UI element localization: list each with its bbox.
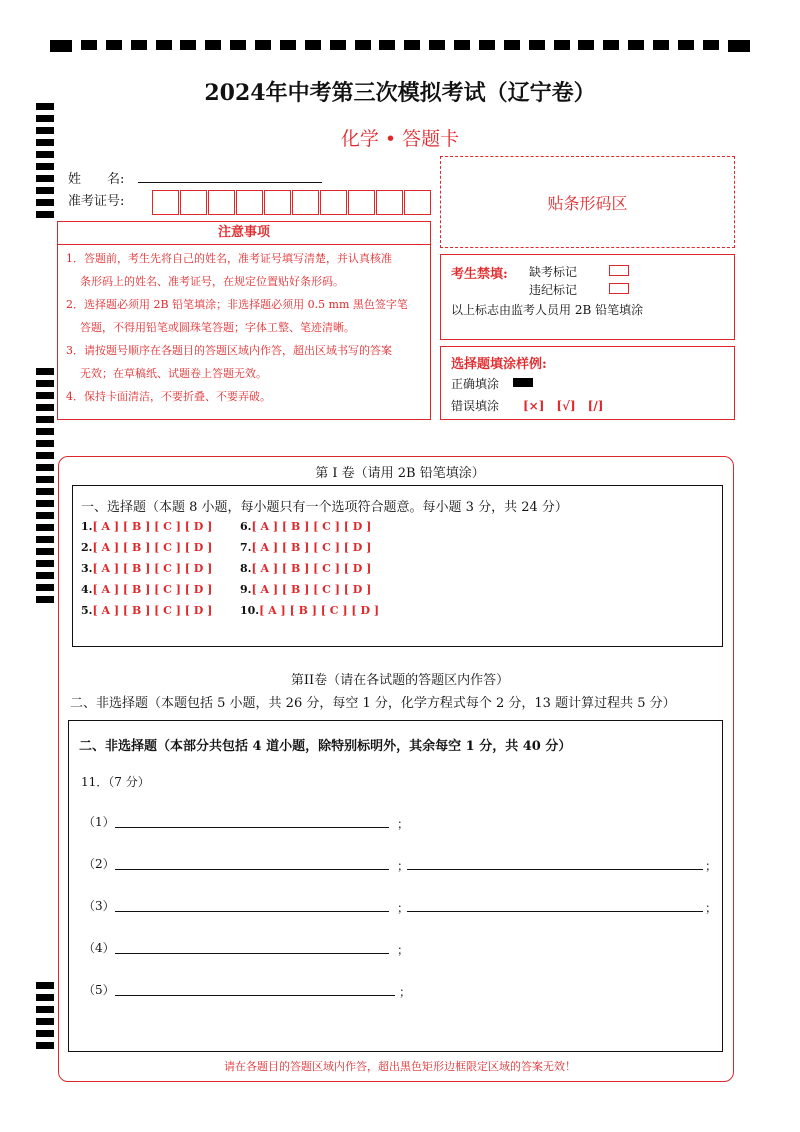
wrong-fill-marks: [×] [√] [/] bbox=[523, 399, 604, 413]
forbidden-note: 以上标志由监考人员用 2B 铅笔填涂 bbox=[451, 303, 644, 317]
absent-label: 缺考标记 bbox=[529, 265, 578, 279]
violation-label: 违纪标记 bbox=[529, 283, 578, 297]
choice-row[interactable]: 8.[ A ] [ B ] [ C ] [ D ] bbox=[240, 562, 372, 575]
choice-row[interactable]: 3.[ A ] [ B ] [ C ] [ D ] bbox=[81, 562, 213, 575]
correct-fill-label: 正确填涂 bbox=[451, 377, 500, 391]
notice-item: 3．请按题号顺序在各题目的答题区域内作答，超出区域书写的答案 bbox=[66, 344, 392, 357]
timing-marks-side-3 bbox=[36, 982, 54, 1054]
answer-line[interactable] bbox=[115, 827, 389, 828]
footer-warning: 请在各题目的答题区域内作答，超出黑色矩形边框限定区域的答案无效！ bbox=[224, 1060, 576, 1073]
choice-column-left bbox=[81, 520, 221, 625]
choice-row[interactable]: 2.[ A ] [ B ] [ C ] [ D ] bbox=[81, 541, 213, 554]
timing-marks-side-1 bbox=[36, 103, 54, 223]
name-label: 姓 名: bbox=[68, 172, 125, 187]
section2-heading: 二、非选择题（本题包括 5 小题，共 26 分，每空 1 分，化学方程式每个 2 分，13 题计算过程共 5 分） bbox=[70, 696, 676, 711]
notice-item: 4．保持卡面清洁，不要折叠、不要弄破。 bbox=[66, 390, 271, 403]
choice-row[interactable]: 5.[ A ] [ B ] [ C ] [ D ] bbox=[81, 604, 213, 617]
open-question-box bbox=[68, 720, 723, 1052]
choice-row[interactable]: 1.[ A ] [ B ] [ C ] [ D ] bbox=[81, 520, 213, 533]
timing-marks-top bbox=[50, 40, 750, 52]
notice-item: 2．选择题必须用 2B 铅笔填涂；非选择题必须用 0.5 mm 黑色签字笔 bbox=[66, 298, 408, 311]
violation-mark-box[interactable] bbox=[609, 283, 629, 294]
answer-line[interactable] bbox=[115, 869, 389, 870]
choice-row[interactable]: 9.[ A ] [ B ] [ C ] [ D ] bbox=[240, 583, 372, 596]
timing-marks-side-2 bbox=[36, 368, 54, 608]
separator: ； bbox=[397, 901, 410, 915]
part-label: （4） bbox=[83, 941, 115, 955]
wrong-fill-label: 错误填涂 bbox=[451, 399, 500, 413]
separator: ； bbox=[397, 943, 410, 957]
name-field[interactable] bbox=[138, 182, 322, 183]
choice-column-right bbox=[240, 520, 390, 625]
part-label: （1） bbox=[83, 815, 115, 829]
answer-line[interactable] bbox=[407, 911, 703, 912]
forbidden-box bbox=[440, 254, 735, 340]
id-number-boxes[interactable] bbox=[152, 190, 432, 215]
choice-row[interactable]: 7.[ A ] [ B ] [ C ] [ D ] bbox=[240, 541, 372, 554]
notice-box bbox=[57, 221, 431, 420]
barcode-area: 贴条形码区 bbox=[440, 156, 735, 248]
notice-heading: 注意事项 bbox=[58, 222, 430, 245]
separator: ； bbox=[705, 859, 718, 873]
separator: ； bbox=[397, 859, 410, 873]
answer-line[interactable] bbox=[407, 869, 703, 870]
separator: ； bbox=[399, 985, 412, 999]
notice-item: 1．答题前，考生先将自己的姓名，准考证号填写清楚，并认真核准 bbox=[66, 252, 392, 265]
part-label: （3） bbox=[83, 899, 115, 913]
multiple-choice-box bbox=[72, 485, 723, 647]
section2-title: 第II卷（请在各试题的答题区内作答） bbox=[290, 673, 510, 688]
part-label: （2） bbox=[83, 857, 115, 871]
fill-example-box bbox=[440, 346, 735, 420]
question-11-label: 11．（7 分） bbox=[81, 775, 150, 789]
absent-mark-box[interactable] bbox=[609, 265, 629, 276]
notice-item: 答题，不得用铅笔或圆珠笔答题；字体工整、笔迹清晰。 bbox=[80, 321, 355, 334]
page-title: 2024年中考第三次模拟考试（辽宁卷） bbox=[204, 80, 596, 106]
section1-title: 第 I 卷（请用 2B 铅笔填涂） bbox=[315, 466, 485, 481]
open-question-heading: 二、非选择题（本部分共包括 4 道小题，除特别标明外，其余每空 1 分，共 40 分） bbox=[79, 739, 572, 754]
page-subtitle: 化学 • 答题卡 bbox=[340, 128, 460, 150]
id-label: 准考证号: bbox=[68, 194, 125, 209]
choice-row[interactable]: 4.[ A ] [ B ] [ C ] [ D ] bbox=[81, 583, 213, 596]
notice-item: 条形码上的姓名、准考证号，在规定位置贴好条形码。 bbox=[80, 275, 344, 288]
answer-line[interactable] bbox=[115, 911, 389, 912]
multiple-choice-heading: 一、选择题（本题 8 小题，每小题只有一个选项符合题意。每小题 3 分，共 24 分） bbox=[81, 500, 568, 515]
choice-row[interactable]: 10.[ A ] [ B ] [ C ] [ D ] bbox=[240, 604, 380, 617]
answer-line[interactable] bbox=[115, 953, 389, 954]
separator: ； bbox=[705, 901, 718, 915]
forbidden-label: 考生禁填: bbox=[451, 267, 508, 282]
answer-line[interactable] bbox=[115, 995, 395, 996]
part-label: （5） bbox=[83, 983, 115, 997]
correct-fill-sample bbox=[513, 378, 533, 387]
choice-row[interactable]: 6.[ A ] [ B ] [ C ] [ D ] bbox=[240, 520, 372, 533]
notice-item: 无效；在草稿纸、试题卷上答题无效。 bbox=[80, 367, 267, 380]
fill-example-heading: 选择题填涂样例: bbox=[451, 357, 547, 372]
separator: ； bbox=[397, 817, 410, 831]
